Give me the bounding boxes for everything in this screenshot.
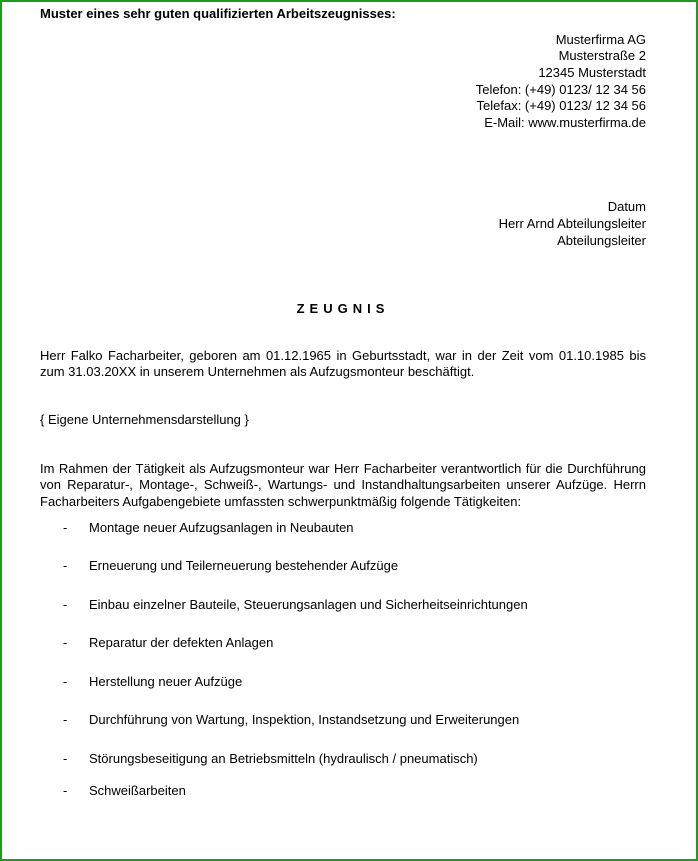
bullet-dash: -: [63, 558, 68, 574]
company-description-placeholder: { Eigene Unternehmensdarstellung }: [40, 411, 249, 427]
task-text: Erneuerung und Teilerneuerung bestehender Aufzüge: [89, 558, 399, 574]
date-label: Datum: [607, 198, 646, 214]
sender-phone: Telefon: (+49) 0123/ 12 34 56: [475, 81, 646, 97]
task-text: Schweißarbeiten: [89, 783, 186, 799]
task-text: Montage neuer Aufzugsanlagen in Neubauten: [89, 519, 354, 535]
list-item: [40, 520, 646, 559]
list-item: [40, 674, 646, 713]
bullet-dash: -: [63, 783, 68, 799]
task-text: Herstellung neuer Aufzüge: [89, 673, 243, 689]
sender-street: Musterstraße 2: [558, 48, 646, 64]
list-item: [40, 783, 646, 800]
sender-email: E-Mail: www.musterfirma.de: [484, 115, 646, 131]
document-title: ZEUGNIS: [296, 300, 390, 316]
task-text: Durchführung von Wartung, Inspektion, Instandsetzung und Erweiterungen: [89, 712, 520, 728]
bullet-dash: -: [63, 712, 68, 728]
signer-role: Abteilungsleiter: [557, 232, 646, 248]
sender-city: 12345 Musterstadt: [538, 65, 646, 81]
signer-name: Herr Arnd Abteilungsleiter: [498, 215, 646, 231]
bullet-dash: -: [63, 750, 68, 766]
bullet-dash: -: [63, 596, 68, 612]
task-list: [40, 520, 646, 801]
task-text: Reparatur der defekten Anlagen: [89, 635, 274, 651]
list-item: [40, 558, 646, 597]
task-text: Störungsbeseitigung an Betriebsmitteln (hydraulisch / pneumatisch): [89, 750, 478, 766]
sender-company: Musterfirma AG: [555, 31, 646, 47]
list-item: [40, 635, 646, 674]
list-item: [40, 712, 646, 751]
bullet-dash: -: [63, 635, 68, 651]
intro-paragraph: Herr Falko Facharbeiter, geboren am 01.12.1965 in Geburtsstadt, war in der Zeit vom 01.10.1985 bis zum 31.03.20XX in unserem Unternehmen als Aufzugsmonteur beschäftigt.: [40, 347, 646, 380]
task-text: Einbau einzelner Bauteile, Steuerungsanlagen und Sicherheitseinrichtungen: [89, 596, 528, 612]
bullet-dash: -: [63, 673, 68, 689]
document-heading: Muster eines sehr guten qualifizierten Arbeitszeugnisses:: [40, 6, 396, 21]
date-signature-block: [40, 199, 646, 250]
document-content: [40, 6, 646, 800]
sender-address: [40, 32, 646, 132]
list-item: [40, 597, 646, 636]
bullet-dash: -: [63, 519, 68, 535]
sender-fax: Telefax: (+49) 0123/ 12 34 56: [476, 98, 646, 114]
responsibilities-paragraph: Im Rahmen der Tätigkeit als Aufzugsmonteur war Herr Facharbeiter verantwortlich für die Durchführung von Reparatur-, Montage-, Schweiß-, Wartungs- und Instandhaltungsarbeiten unserer Aufzüge. Herrn Facharbeiters Aufgabengebiete umfassten schwerpunktmäßig folgende Tätigkeiten:: [40, 460, 646, 510]
